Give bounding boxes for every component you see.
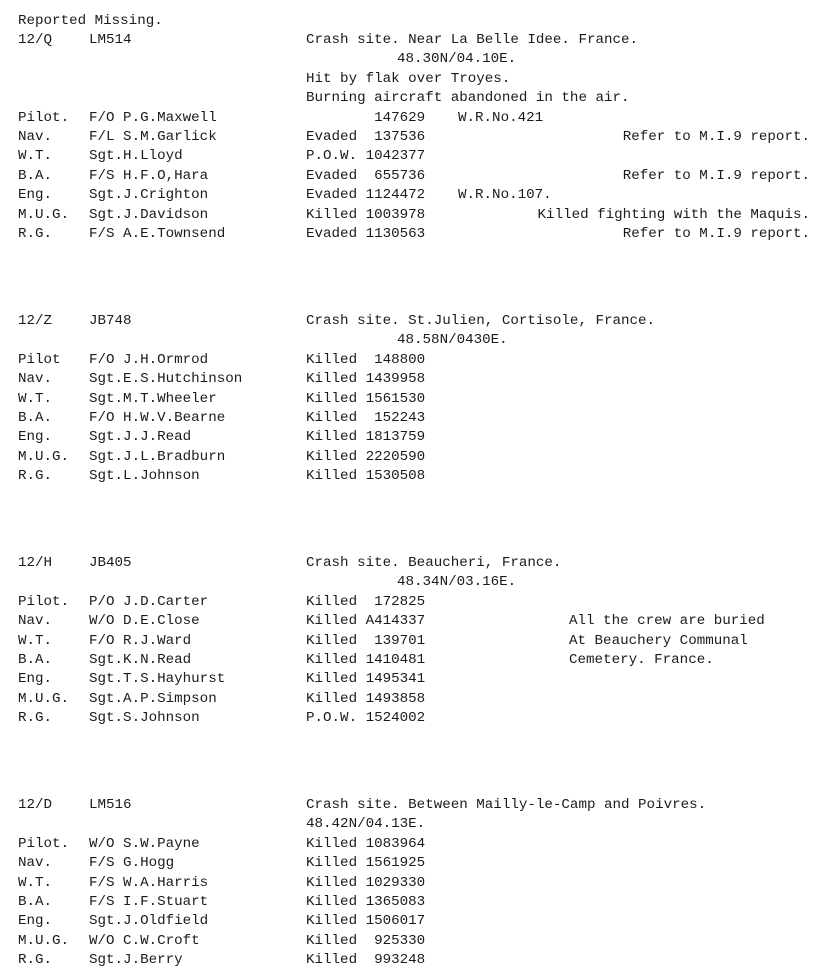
crew-status-number: Killed 1365083 [306,893,426,910]
crew-name: Sgt.A.P.Simpson [89,690,217,707]
crew-role: W.T. [18,390,53,407]
crew-status-number: Evaded 1124472 [306,187,426,204]
crew-status-number: Killed 172825 [306,593,426,610]
crew-name: Sgt.L.Johnson [89,468,200,485]
crew-status-number: Killed 1813759 [306,429,426,446]
site-info-text: 48.34N/03.16E. [397,574,517,591]
crew-row [18,428,818,447]
aircraft-serial: LM516 [89,797,132,813]
crew-name: Sgt.J.Crighton [89,187,209,204]
crew-row [18,147,818,166]
crew-role: R.G. [18,952,53,969]
site-info-text: Burning aircraft abandoned in the air. [306,90,630,107]
crew-name: W/O S.W.Payne [89,835,200,852]
aircraft-section [18,31,818,244]
war-report-ref: W.R.No.107. [458,187,552,204]
doc-line [18,31,818,50]
crew-row [18,932,818,951]
crew-row [18,448,818,467]
crew-status-number: P.O.W. 1042377 [306,148,426,165]
crew-role: M.U.G. [18,932,70,949]
crew-name: Sgt.M.T.Wheeler [89,390,217,407]
aircraft-section [18,796,818,971]
crew-status-number: 147629 [306,109,426,126]
crew-status-number: Killed 1561530 [306,390,426,407]
crew-status-number: Evaded 137536 [306,128,426,145]
crew-role: Pilot [18,351,61,368]
crew-row [18,186,818,205]
crew-status-number: Killed A414337 [306,613,426,630]
crew-name: Sgt.S.Johnson [89,710,200,727]
crew-name: Sgt.H.Lloyd [89,148,183,165]
crew-status-number: Killed 139701 [306,632,426,649]
site-info-text: 48.58N/0430E. [397,332,508,349]
crew-role: B.A. [18,409,53,426]
doc-line [18,50,818,69]
crew-role: W.T. [18,632,53,649]
crew-role: B.A. [18,651,53,668]
war-report-ref: W.R.No.421 [458,109,544,126]
burial-remark: All the crew are buried [569,613,765,630]
crew-note: Refer to M.I.9 report. [622,128,810,145]
crew-name: F/L S.M.Garlick [89,128,217,145]
crew-status-number: Evaded 655736 [306,167,426,184]
crew-role: Eng. [18,913,53,930]
crew-row [18,128,818,147]
section-code: 12/Z [18,313,53,329]
crew-role: Eng. [18,429,53,446]
crew-row [18,670,818,689]
crew-status-number: Killed 993248 [306,952,426,969]
crew-name: Sgt.J.J.Read [89,429,192,446]
crew-name: F/O P.G.Maxwell [89,109,217,126]
crew-status-number: P.O.W. 1524002 [306,710,426,727]
crew-name: F/O R.J.Ward [89,632,192,649]
crew-role: M.U.G. [18,448,70,465]
crew-status-number: Killed 1493858 [306,690,426,707]
crew-name: P/O J.D.Carter [89,593,209,610]
doc-line [18,815,818,834]
crew-role: Pilot. [18,109,70,126]
crew-status-number: Killed 925330 [306,932,426,949]
crew-row [18,370,818,389]
crew-role: B.A. [18,167,53,184]
crew-row [18,206,818,225]
crew-note: Refer to M.I.9 report. [622,167,810,184]
aircraft-section [18,312,818,487]
crew-role: Pilot. [18,835,70,852]
crew-status-number: Killed 1439958 [306,371,426,388]
crew-role: B.A. [18,893,53,910]
crew-row [18,351,818,370]
crew-status-number: Killed 148800 [306,351,426,368]
doc-line [18,89,818,108]
crew-row [18,467,818,486]
crew-status-number: Killed 1083964 [306,835,426,852]
crew-role: M.U.G. [18,690,70,707]
crew-name: Sgt.E.S.Hutchinson [89,371,243,388]
crew-role: Eng. [18,187,53,204]
aircraft-serial: LM514 [89,32,132,48]
crew-status-number: Evaded 1130563 [306,225,426,242]
page-heading: Reported Missing. [18,13,163,29]
crew-row [18,854,818,873]
crew-role: R.G. [18,225,53,242]
site-info-text: 48.42N/04.13E. [306,816,426,833]
crew-role: Nav. [18,371,53,388]
crew-row [18,632,818,651]
crew-role: Nav. [18,613,53,630]
crew-row [18,167,818,186]
site-info-text: Crash site. St.Julien, Cortisole, France. [306,313,656,329]
crew-row [18,951,818,970]
burial-remark: At Beauchery Communal [569,632,748,649]
crew-name: Sgt.J.L.Bradburn [89,448,226,465]
crew-row [18,912,818,931]
crew-status-number: Killed 1029330 [306,874,426,891]
crew-name: Sgt.J.Davidson [89,206,209,223]
doc-line [18,796,818,815]
crew-name: F/O J.H.Ormrod [89,351,209,368]
doc-line [18,573,818,592]
doc-line [18,554,818,573]
aircraft-serial: JB748 [89,313,132,329]
crew-role: R.G. [18,710,53,727]
crew-status-number: Killed 1495341 [306,671,426,688]
crew-role: Nav. [18,128,53,145]
crew-role: M.U.G. [18,206,70,223]
burial-remark: Cemetery. France. [569,651,714,668]
crew-row [18,109,818,128]
crew-name: F/S I.F.Stuart [89,893,209,910]
crew-status-number: Killed 152243 [306,409,426,426]
crew-name: F/S H.F.O,Hara [89,167,209,184]
crew-name: F/S W.A.Harris [89,874,209,891]
crew-name: F/S G.Hogg [89,855,175,872]
site-info-text: Crash site. Beaucheri, France. [306,555,562,571]
crew-status-number: Killed 1506017 [306,913,426,930]
crew-status-number: Killed 1003978 [306,206,426,223]
crew-role: Eng. [18,671,53,688]
crew-status-number: Killed 1561925 [306,855,426,872]
crew-role: Nav. [18,855,53,872]
crew-row [18,709,818,728]
site-info-text: Crash site. Between Mailly-le-Camp and Poivres. [306,797,707,813]
crew-name: Sgt.J.Oldfield [89,913,209,930]
crew-role: R.G. [18,468,53,485]
site-info-text: Hit by flak over Troyes. [306,70,511,87]
crew-name: F/S A.E.Townsend [89,225,226,242]
crew-row [18,874,818,893]
doc-line [18,70,818,89]
crew-note: Refer to M.I.9 report. [622,225,810,242]
crew-status-number: Killed 1530508 [306,468,426,485]
crew-name: Sgt.T.S.Hayhurst [89,671,226,688]
doc-line [18,331,818,350]
crew-status-number: Killed 2220590 [306,448,426,465]
site-info-text: 48.30N/04.10E. [397,51,517,68]
crew-name: Sgt.K.N.Read [89,651,192,668]
section-code: 12/H [18,555,53,571]
aircraft-section [18,554,818,729]
aircraft-serial: JB405 [89,555,132,571]
crew-row [18,651,818,670]
crew-name: W/O C.W.Croft [89,932,200,949]
crew-row [18,225,818,244]
crew-row [18,390,818,409]
crew-row [18,612,818,631]
crew-note: Killed fighting with the Maquis. [537,206,810,223]
crew-role: Pilot. [18,593,70,610]
crew-row [18,593,818,612]
crew-role: W.T. [18,874,53,891]
crew-row [18,409,818,428]
section-code: 12/D [18,797,53,813]
doc-line [18,312,818,331]
crew-row [18,690,818,709]
section-code: 12/Q [18,32,53,48]
crew-role: W.T. [18,148,53,165]
crew-row [18,835,818,854]
crew-name: W/O D.E.Close [89,613,200,630]
crew-row [18,893,818,912]
crew-status-number: Killed 1410481 [306,651,426,668]
crew-name: F/O H.W.V.Bearne [89,409,226,426]
site-info-text: Crash site. Near La Belle Idee. France. [306,32,639,48]
crew-name: Sgt.J.Berry [89,952,183,969]
